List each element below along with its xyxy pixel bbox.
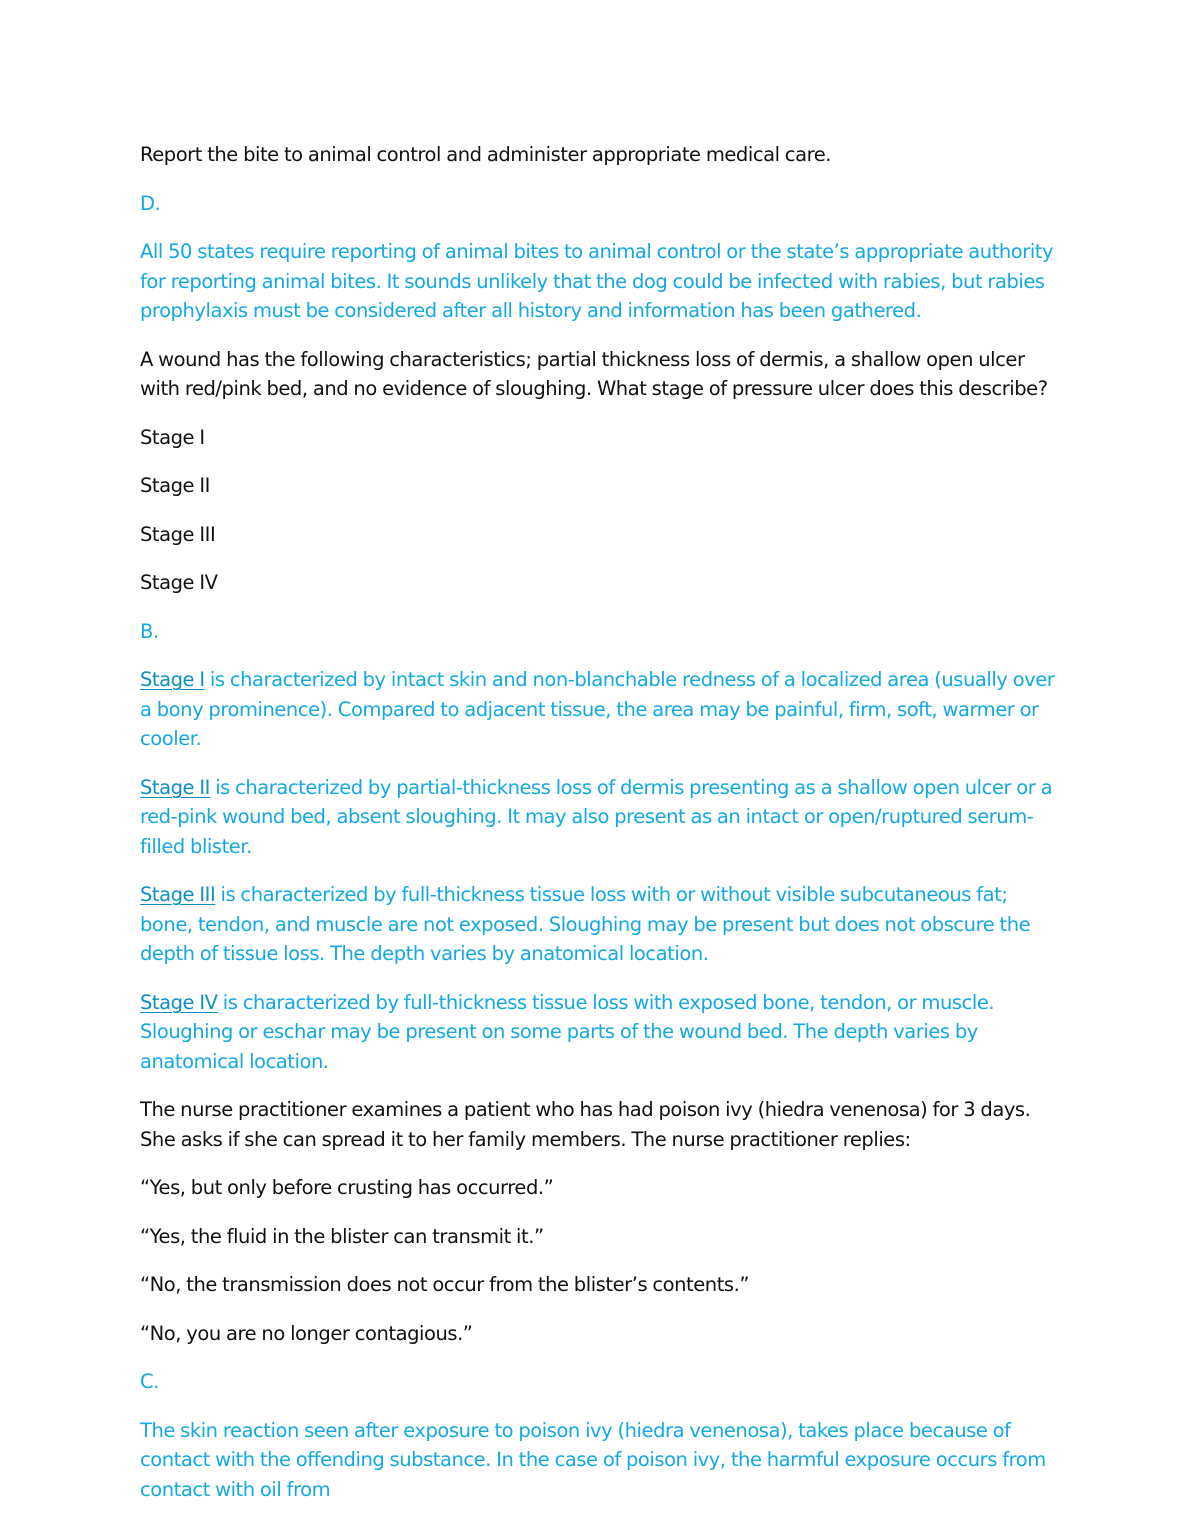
- stage-2-description: is characterized by partial-thickness loss of dermis presenting as a shallow open ulcer or a red-pink wound bed, absent sloughing. It may also present as an intact or open/ruptured serum-filled blister.: [140, 775, 1053, 858]
- q2-rationale-stage-4: [140, 988, 1055, 1077]
- document-page: [140, 140, 1055, 1523]
- q1-option-text: Report the bite to animal control and administer appropriate medical care.: [140, 143, 832, 166]
- q2-question: A wound has the following characteristics; partial thickness loss of dermis, a shallow open ulcer with red/pink bed, and no evidence of sloughing. What stage of pressure ulcer does this describe?: [140, 347, 1048, 400]
- stage-1-link[interactable]: Stage I: [140, 668, 205, 691]
- stage-3-link[interactable]: Stage III: [140, 883, 216, 906]
- q2-answer: B.: [140, 619, 159, 643]
- q2-option-b: Stage II: [140, 474, 210, 497]
- stage-1-description: is characterized by intact skin and non-blanchable redness of a localized area (usually over a bony prominence). Compared to adjacent tissue, the area may be painful, firm, soft, warmer or cooler.: [140, 668, 1055, 750]
- q1-answer: D.: [140, 191, 161, 215]
- q3-answer: C.: [140, 1370, 159, 1393]
- stage-4-link[interactable]: Stage IV: [140, 990, 218, 1014]
- q3-question: The nurse practitioner examines a patient who has had poison ivy (hiedra venenosa) for 3 days. She asks if she can spread it to her family members. The nurse practitioner replies:: [140, 1098, 1031, 1151]
- q2-option-c: Stage III: [140, 522, 216, 546]
- stage-3-description: is characterized by full-thickness tissue loss with or without visible subcutaneous fat; bone, tendon, and muscle are not exposed. Sloughing may be present but does not obscure the depth of tissue loss. The depth varies by anatomical location.: [140, 883, 1031, 965]
- stage-2-link[interactable]: Stage II: [140, 775, 210, 799]
- q3-option-a: “Yes, but only before crusting has occurred.”: [140, 1176, 554, 1199]
- q2-rationale-stage-2: [140, 773, 1055, 862]
- q1-rationale: All 50 states require reporting of animal bites to animal control or the state’s appropriate authority for reporting animal bites. It sounds unlikely that the dog could be infected with rabies, but rabies prophylaxis must be considered after all history and information has been gathered.: [140, 240, 1054, 322]
- q2-option-d: Stage IV: [140, 571, 218, 594]
- q2-option-a: Stage I: [140, 425, 205, 449]
- q2-rationale-stage-3: [140, 880, 1055, 969]
- stage-4-description: is characterized by full-thickness tissue loss with exposed bone, tendon, or muscle. Sloughing or eschar may be present on some parts of the wound bed. The depth varies by anatomical location.: [140, 990, 995, 1073]
- q3-option-b: “Yes, the fluid in the blister can transmit it.”: [140, 1224, 544, 1248]
- q2-rationale-stage-1: [140, 665, 1055, 754]
- q3-rationale: The skin reaction seen after exposure to poison ivy (hiedra venenosa), takes place because of contact with the offending substance. In the case of poison ivy, the harmful exposure occurs from contact with oil from: [140, 1418, 1046, 1501]
- q3-option-c: “No, the transmission does not occur from the blister’s contents.”: [140, 1273, 750, 1296]
- q3-option-d: “No, you are no longer contagious.”: [140, 1321, 473, 1345]
